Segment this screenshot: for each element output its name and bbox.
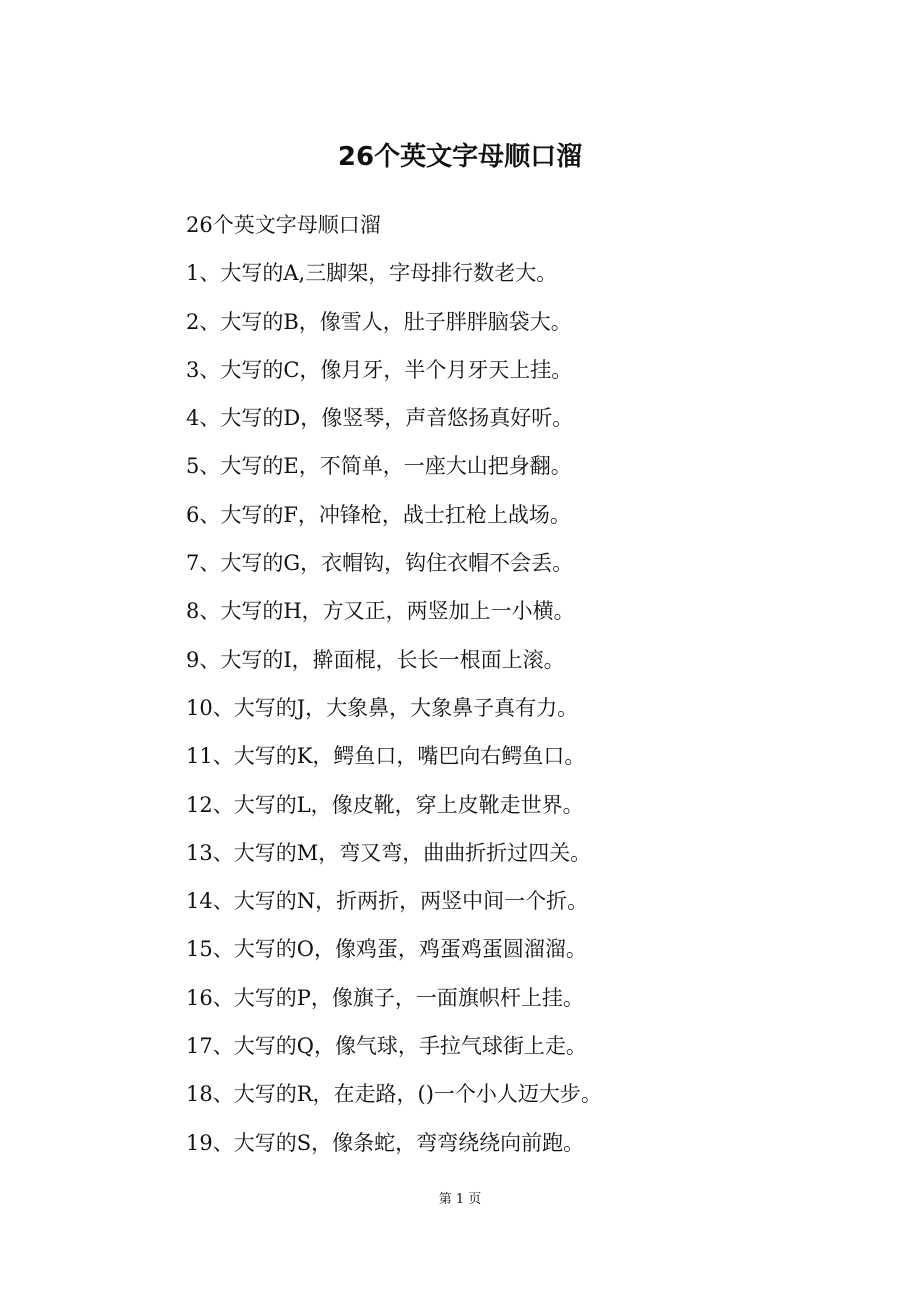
paragraph-line: 17、大写的Q，像气球，手拉气球街上走。	[186, 1034, 587, 1059]
page-number: 第 1 页	[438, 1192, 482, 1207]
paragraph-line: 3、大写的C，像月牙，半个月牙天上挂。	[186, 357, 573, 382]
paragraph-line: 5、大写的E，不简单，一座大山把身翻。	[186, 454, 572, 479]
paragraph-line: 14、大写的N，折两折，两竖中间一个折。	[186, 889, 589, 914]
paragraph-line: 18、大写的R，在走路，()一个小人迈大步。	[186, 1082, 602, 1107]
document-title: 26个英文字母顺口溜	[337, 142, 583, 172]
paragraph-line: 12、大写的L，像皮靴，穿上皮靴走世界。	[186, 792, 584, 817]
paragraph-line: 13、大写的M，弯又弯，曲曲折折过四关。	[186, 840, 592, 865]
paragraph-line: 7、大写的G，衣帽钩，钩住衣帽不会丢。	[186, 551, 574, 576]
paragraph-line: 8、大写的H，方又正，两竖加上一小横。	[186, 599, 575, 624]
paragraph-line: 16、大写的P，像旗子，一面旗帜杆上挂。	[186, 985, 584, 1010]
paragraph-line: 4、大写的D，像竖琴，声音悠扬真好听。	[186, 406, 574, 431]
paragraph-line: 15、大写的O，像鸡蛋，鸡蛋鸡蛋圆溜溜。	[186, 937, 587, 962]
paragraph-line: 2、大写的B，像雪人，肚子胖胖脑袋大。	[186, 309, 572, 334]
paragraph-subtitle: 26个英文字母顺口溜	[186, 213, 381, 237]
paragraph-line: 1、大写的A,三脚架，字母排行数老大。	[186, 261, 558, 286]
paragraph-line: 6、大写的F，冲锋枪，战士扛枪上战场。	[186, 502, 571, 527]
paragraph-line: 10、大写的J，大象鼻，大象鼻子真有力。	[186, 695, 579, 720]
paragraph-line: 9、大写的I，擀面棍，长长一根面上滚。	[186, 647, 565, 672]
document-body	[186, 205, 866, 1171]
paragraph-line: 19、大写的S，像条蛇，弯弯绕绕向前跑。	[186, 1130, 585, 1155]
paragraph-line: 11、大写的K，鳄鱼口，嘴巴向右鳄鱼口。	[186, 744, 586, 769]
